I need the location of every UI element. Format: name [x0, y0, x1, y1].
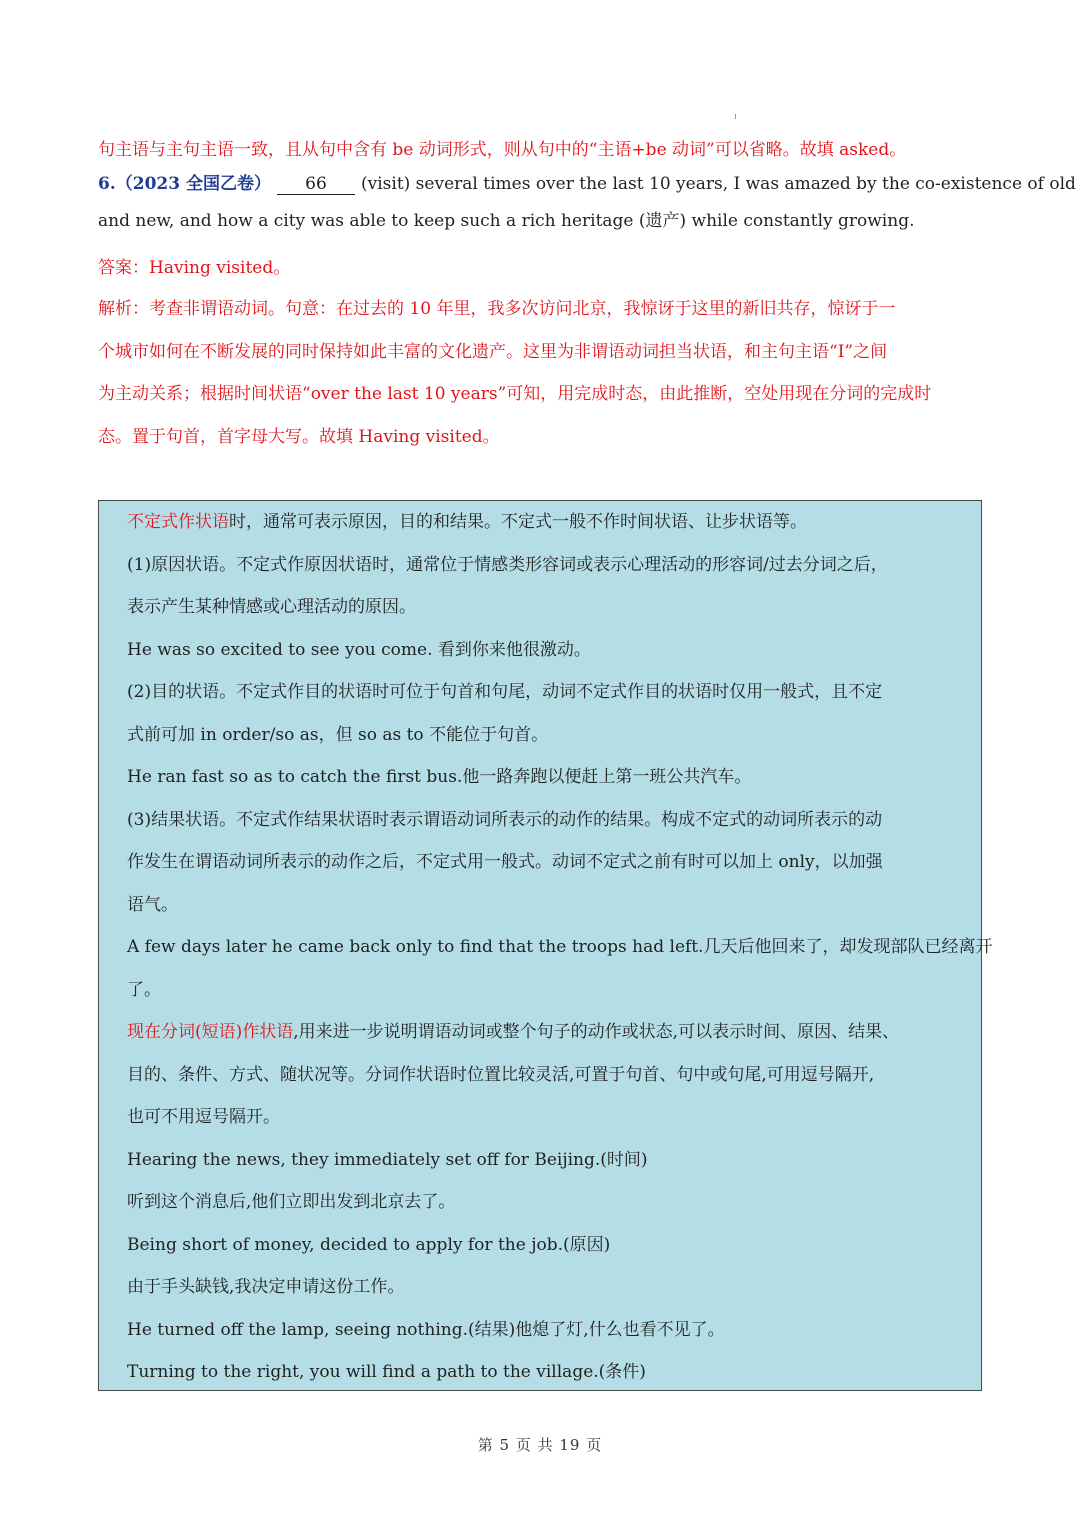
question-6-line-1 — [98, 172, 1076, 196]
question-6-line-2: and new, and how a city was able to keep such a rich heritage (遗产) while constantly growing. — [98, 211, 915, 231]
box-line-19: Turning to the right, you will find a path to the village.(条件) — [127, 1362, 646, 1382]
box-line-11: 了。 — [127, 980, 161, 1000]
box-line-10: A few days later he came back only to find that the troops had left.几天后他回来了，却发现部队已经离开 — [127, 937, 993, 957]
participle-intro-text: ,用来进一步说明谓语动词或整个句子的动作或状态,可以表示时间、原因、结果、 — [293, 1022, 900, 1042]
analysis-line-3: 为主动关系；根据时间状语“over the last 10 years”可知，用完成时态，由此推断，空处用现在分词的完成时 — [98, 384, 932, 404]
box-line-14: Hearing the news, they immediately set off for Beijing.(时间) — [127, 1150, 648, 1170]
analysis-line-1: 解析：考查非谓语动词。句意：在过去的 10 年里，我多次访问北京，我惊讶于这里的新旧共存，惊讶于一 — [98, 299, 896, 319]
box-line-7: (3)结果状语。不定式作结果状语时表示谓语动词所表示的动作的结果。构成不定式的动词所表示的动 — [127, 810, 883, 830]
continuation-text: 句主语与主句主语一致，且从句中含有 be 动词形式，则从句中的“主语+be 动词”可以省略。故填 asked。 — [98, 140, 907, 160]
box-line-5: 式前可加 in order/so as，但 so as to 不能位于句首。 — [127, 725, 549, 745]
question-text-1: (visit) several times over the last 10 years, I was amazed by the co-existence of old — [360, 174, 1076, 194]
box-line-12: 目的、条件、方式、随状况等。分词作状语时位置比较灵活,可置于句首、句中或句尾,可用逗号隔开, — [127, 1065, 875, 1085]
box-line-16: Being short of money, decided to apply for the job.(原因) — [127, 1235, 611, 1255]
page-footer: 第 5 页 共 19 页 — [477, 1436, 603, 1454]
question-label: 6.（2023 全国乙卷） — [98, 174, 271, 194]
box-line-6: He ran fast so as to catch the first bus.他一路奔跑以便赶上第一班公共汽车。 — [127, 767, 752, 787]
analysis-line-2: 个城市如何在不断发展的同时保持如此丰富的文化遗产。这里为非谓语动词担当状语，和主句主语“I”之间 — [98, 342, 888, 362]
answer-text: 答案：Having visited。 — [98, 258, 291, 278]
box-line-17: 由于手头缺钱,我决定申请这份工作。 — [127, 1277, 405, 1297]
infinitive-heading: 不定式作状语 — [127, 512, 229, 532]
grammar-note-box — [98, 500, 993, 1391]
infinitive-intro — [127, 510, 977, 534]
infinitive-intro-text: 时，通常可表示原因，目的和结果。不定式一般不作时间状语、让步状语等。 — [229, 512, 807, 532]
box-line-9: 语气。 — [127, 895, 178, 915]
participle-intro — [127, 1020, 977, 1044]
box-line-18: He turned off the lamp, seeing nothing.(结果)他熄了灯,什么也看不见了。 — [127, 1320, 725, 1340]
box-line-3: He was so excited to see you come. 看到你来他很激动。 — [127, 640, 591, 660]
box-line-1: (1)原因状语。不定式作原因状语时，通常位于情感类形容词或表示心理活动的形容词/过去分词之后， — [127, 555, 888, 575]
box-line-4: (2)目的状语。不定式作目的状语时可位于句首和句尾，动词不定式作目的状语时仅用一般式，且不定 — [127, 682, 883, 702]
box-line-13: 也可不用逗号隔开。 — [127, 1107, 280, 1127]
box-line-15: 听到这个消息后,他们立即出发到北京去了。 — [127, 1192, 456, 1212]
analysis-line-4: 态。置于句首，首字母大写。故填 Having visited。 — [98, 427, 500, 447]
answer-blank: 66 — [277, 174, 355, 195]
box-line-8: 作发生在谓语动词所表示的动作之后，不定式用一般式。动词不定式之前有时可以加上 only，以加强 — [127, 852, 883, 872]
page-mark — [735, 114, 736, 119]
participle-heading: 现在分词(短语)作状语 — [127, 1022, 294, 1042]
box-line-2: 表示产生某种情感或心理活动的原因。 — [127, 597, 416, 617]
